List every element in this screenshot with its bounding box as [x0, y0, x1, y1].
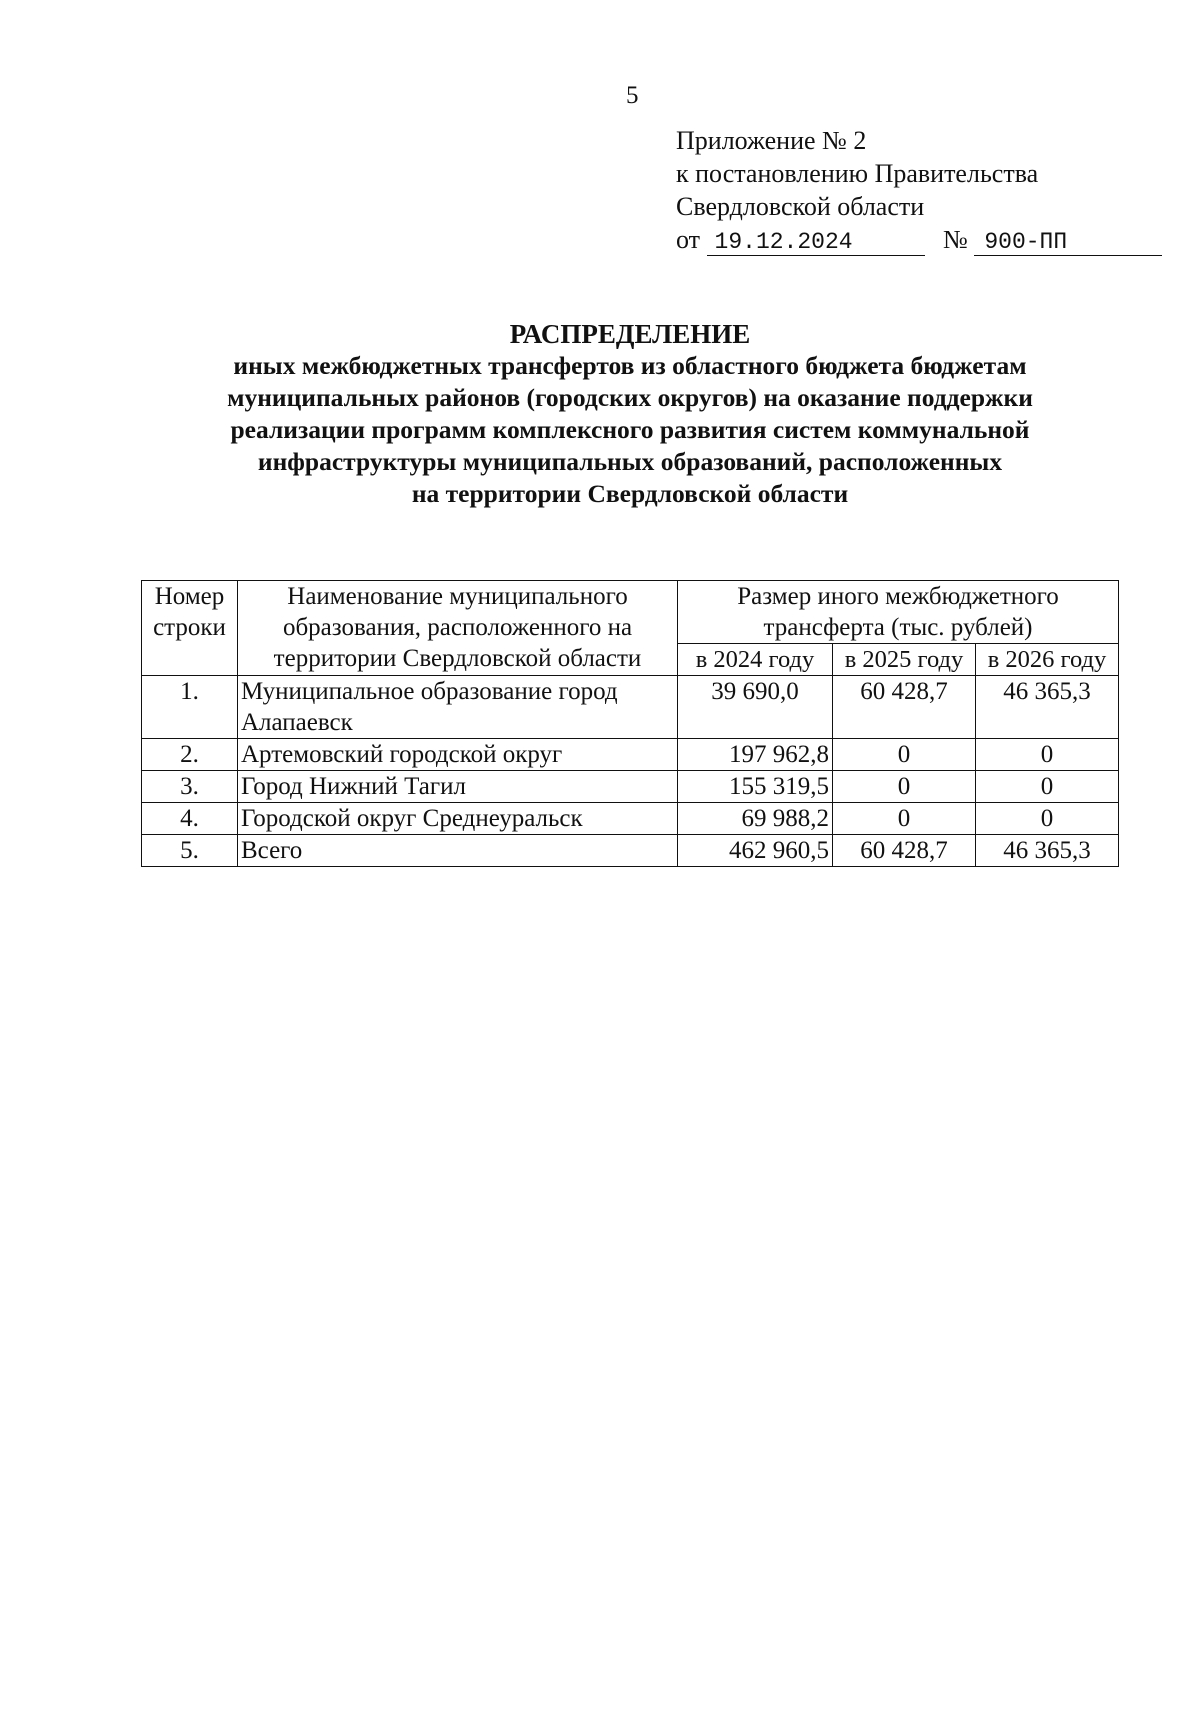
row-number: 2. — [142, 739, 238, 771]
resolution-number: 900-ПП — [974, 229, 1162, 256]
amount-2024: 69 988,2 — [678, 803, 833, 835]
header-transfer-amount: Размер иного межбюджетного трансферта (тыс. рублей) — [678, 581, 1119, 644]
amount-2024: 155 319,5 — [678, 771, 833, 803]
amount-2025: 0 — [833, 739, 976, 771]
amount-2026: 0 — [976, 739, 1119, 771]
amount-2026: 0 — [976, 803, 1119, 835]
table-row — [142, 771, 1119, 803]
header-year-2025: в 2025 году — [833, 644, 976, 676]
amount-2024: 462 960,5 — [678, 835, 833, 867]
appendix-region-line: Свердловской области — [676, 192, 925, 221]
amount-2024: 39 690,0 — [678, 676, 833, 739]
municipality-name: Всего — [238, 835, 678, 867]
row-number: 5. — [142, 835, 238, 867]
header-row-number: Номер строки — [142, 581, 238, 676]
header-municipality-name: Наименование муниципального образования, расположенного на территории Свердловской области — [238, 581, 678, 676]
amount-2026: 46 365,3 — [976, 676, 1119, 739]
title-line-3: реализации программ комплексного развития систем коммунальной — [230, 415, 1030, 444]
page-number: 5 — [626, 82, 639, 109]
amount-2025: 60 428,7 — [833, 676, 976, 739]
table-row-total — [142, 835, 1119, 867]
title-line-1: иных межбюджетных трансфертов из областного бюджета бюджетам — [233, 351, 1027, 380]
amount-2025: 0 — [833, 803, 976, 835]
table-row — [142, 739, 1119, 771]
amount-2024: 197 962,8 — [678, 739, 833, 771]
amount-2025: 60 428,7 — [833, 835, 976, 867]
title-heading: РАСПРЕДЕЛЕНИЕ — [509, 319, 751, 349]
number-prefix: № — [943, 225, 968, 254]
header-year-2026: в 2026 году — [976, 644, 1119, 676]
header-year-2024: в 2024 году — [678, 644, 833, 676]
row-number: 1. — [142, 676, 238, 739]
municipality-name: Артемовский городской округ — [238, 739, 678, 771]
row-number: 4. — [142, 803, 238, 835]
appendix-block — [676, 124, 1162, 256]
table-row — [142, 803, 1119, 835]
resolution-date: 19.12.2024 — [707, 229, 925, 256]
amount-2026: 0 — [976, 771, 1119, 803]
amount-2025: 0 — [833, 771, 976, 803]
title-line-2: муниципальных районов (городских округов) на оказание поддержки — [227, 383, 1033, 412]
appendix-title: Приложение № 2 — [676, 126, 867, 155]
distribution-table — [141, 580, 1119, 867]
municipality-name: Муниципальное образование город Алапаевск — [238, 676, 678, 739]
title-line-5: на территории Свердловской области — [411, 479, 849, 508]
date-prefix: от — [676, 225, 701, 254]
municipality-name: Город Нижний Тагил — [238, 771, 678, 803]
municipality-name: Городской округ Среднеуральск — [238, 803, 678, 835]
appendix-date-number-line — [676, 223, 1162, 256]
title-line-4: инфраструктуры муниципальных образований, расположенных — [257, 447, 1003, 476]
table-row — [142, 676, 1119, 739]
document-title — [160, 318, 1100, 510]
row-number: 3. — [142, 771, 238, 803]
appendix-resolution-line: к постановлению Правительства — [676, 159, 1039, 188]
amount-2026: 46 365,3 — [976, 835, 1119, 867]
